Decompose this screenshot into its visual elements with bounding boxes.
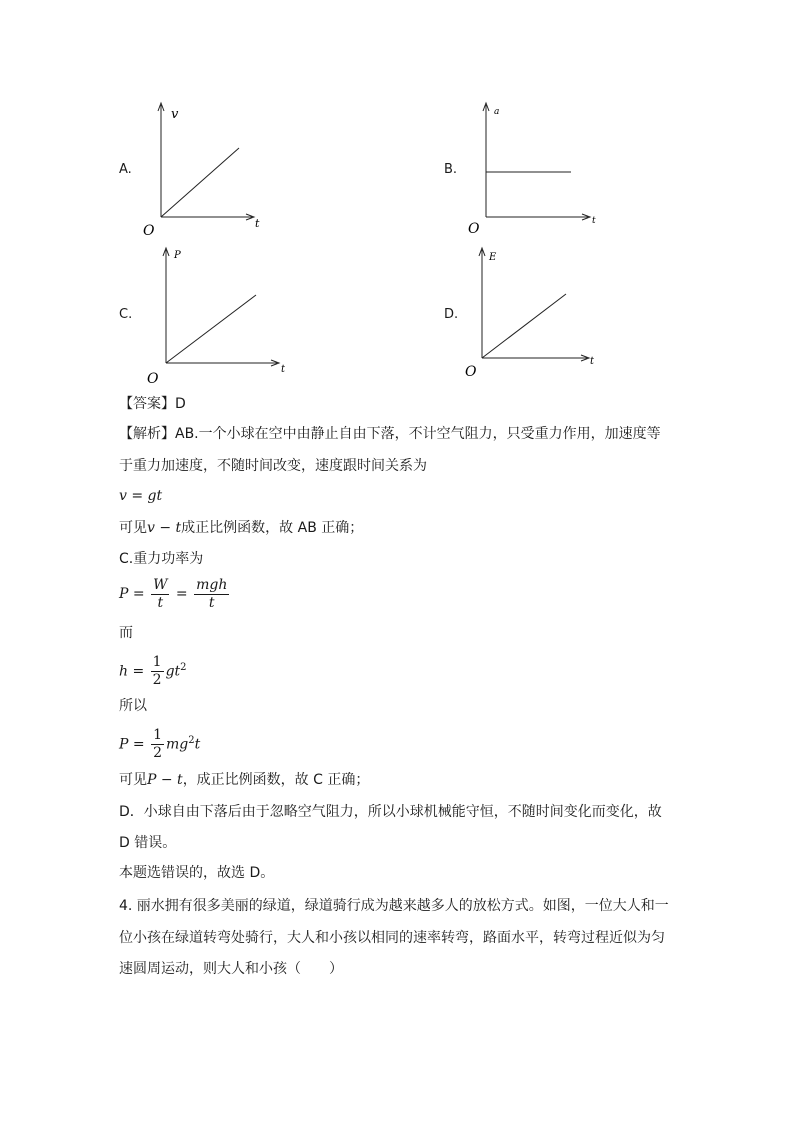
- question-4-line-3: 速圆周运动，则大人和小孩（ ）: [119, 961, 343, 977]
- gt: gt: [165, 663, 181, 680]
- analysis-line-10: 本题选错误的，故选 D。: [119, 865, 275, 881]
- e-t-line: [482, 294, 566, 358]
- text: 可见: [119, 772, 147, 788]
- x-axis-label: t: [590, 356, 595, 367]
- numerator: mgh: [196, 576, 228, 593]
- fraction-mgh-t: [194, 577, 229, 612]
- analysis-line-9: D 错误。: [119, 835, 177, 851]
- lhs: h =: [119, 663, 145, 680]
- equation-power-2: [119, 723, 200, 763]
- p-t-var: P − t: [147, 772, 183, 788]
- text: 成正比例函数，故 AB 正确；: [181, 520, 364, 536]
- question-4-line-2: 位小孩在绿道转弯处骑行，大人和小孩以相同的速率转弯，路面水平，转弯过程近似为匀: [119, 930, 665, 946]
- denominator: t: [208, 594, 215, 611]
- option-c-label[interactable]: C.: [119, 307, 133, 322]
- origin-label: O: [143, 223, 155, 239]
- answer-line: 【答案】D: [119, 396, 186, 412]
- x-axis-label: t: [592, 216, 596, 226]
- v-t-var: v − t: [147, 520, 182, 536]
- analysis-line-5: 而: [119, 625, 133, 641]
- equals: =: [175, 586, 188, 602]
- numerator: 1: [153, 727, 162, 744]
- equation-v: v = gt: [119, 488, 163, 504]
- origin-label: O: [468, 221, 480, 237]
- analysis-line-1: [119, 425, 661, 443]
- x-axis-label: t: [281, 364, 286, 375]
- text: 可见: [119, 520, 147, 536]
- question-4-line-1: 4. 丽水拥有很多美丽的绿道，绿道骑行成为越来越多人的放松方式。如图，一位大人和一: [119, 898, 669, 914]
- option-b-label[interactable]: B.: [444, 162, 458, 177]
- graph-d: [463, 245, 613, 390]
- origin-label: O: [465, 364, 477, 380]
- p-t-line: [166, 295, 256, 363]
- graph-c: [145, 245, 295, 390]
- lhs: P =: [119, 586, 145, 602]
- analysis-line-7: [119, 771, 369, 789]
- origin-label: O: [147, 371, 159, 387]
- denominator: 2: [153, 745, 162, 762]
- analysis-text-1: AB.一个小球在空中由静止自由下落，不计空气阻力，只受重力作用，加速度等: [175, 426, 661, 442]
- x-axis-label: t: [255, 217, 260, 230]
- numerator: W: [153, 576, 168, 593]
- t: t: [194, 736, 201, 753]
- y-axis-label: P: [174, 250, 181, 261]
- y-axis-label: E: [489, 252, 497, 263]
- mg: mg: [165, 736, 189, 753]
- analysis-tag: 【解析】: [119, 426, 175, 442]
- equation-height: [119, 650, 187, 690]
- numerator: 1: [152, 654, 162, 671]
- analysis-line-6: 所以: [119, 698, 147, 714]
- analysis-line-3: [119, 519, 363, 537]
- equation-power: [119, 576, 231, 612]
- denominator: 2: [152, 672, 162, 689]
- y-axis-label: v: [171, 107, 179, 122]
- fraction-half: [151, 727, 164, 762]
- exponent: 2: [180, 662, 187, 673]
- text: ，成正比例函数，故 C 正确；: [182, 772, 370, 788]
- graph-a: [140, 100, 280, 245]
- fraction-half: [151, 654, 164, 689]
- graph-b: [466, 100, 606, 245]
- lhs: P =: [119, 736, 145, 753]
- analysis-line-4: C.重力功率为: [119, 551, 204, 567]
- fraction-w-t: [151, 577, 169, 612]
- v-t-line: [161, 148, 239, 217]
- exponent: 2: [188, 735, 195, 746]
- analysis-line-2: 于重力加速度，不随时间改变，速度跟时间关系为: [119, 458, 427, 474]
- analysis-line-8: D．小球自由下落后由于忽略空气阻力，所以小球机械能守恒，不随时间变化而变化，故: [119, 804, 662, 820]
- option-a-label[interactable]: A.: [119, 162, 132, 177]
- denominator: t: [157, 594, 164, 611]
- y-axis-label: a: [494, 107, 500, 117]
- option-d-label[interactable]: D.: [444, 307, 459, 322]
